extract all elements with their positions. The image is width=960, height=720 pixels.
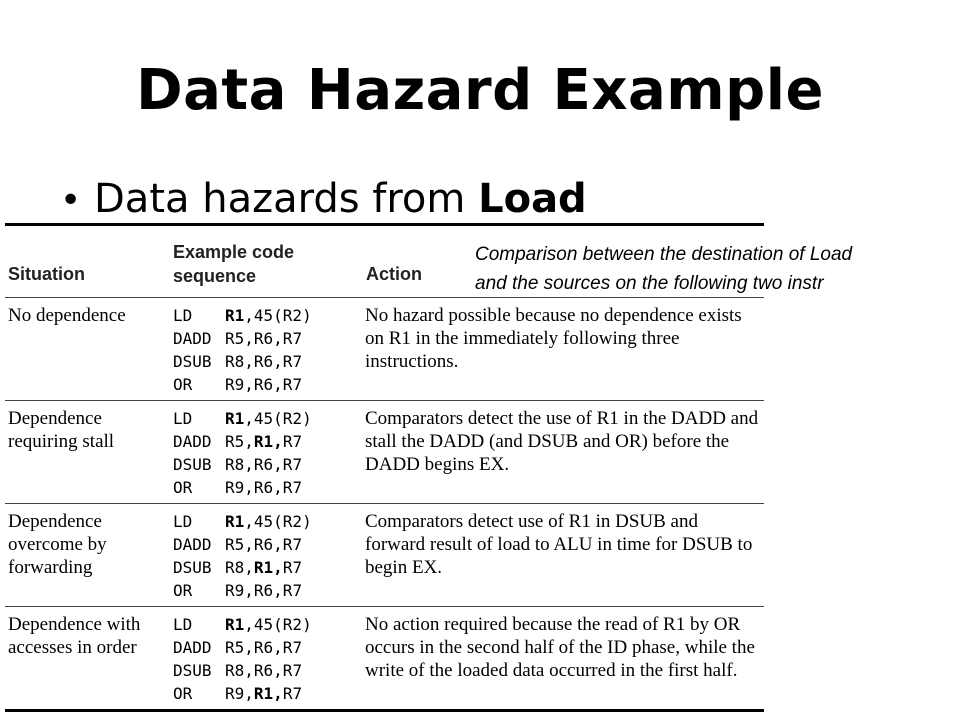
action-cell: Comparators detect use of R1 in DSUB and forward result of load to ALU in time for DSUB to begin EX.	[365, 511, 753, 578]
operand: R6,R7	[253, 581, 303, 600]
code-line	[173, 533, 363, 556]
operand: R6,R7	[253, 478, 303, 497]
code-line	[173, 556, 363, 579]
code-line	[173, 453, 363, 476]
opcode: DSUB	[173, 558, 212, 577]
operand: R1,R7	[253, 432, 303, 451]
opcode: DADD	[173, 638, 212, 657]
operand: R1,R7	[253, 558, 303, 577]
header-code-line: sequence	[173, 266, 257, 286]
header-situation: Situation	[8, 264, 85, 284]
code-cell	[173, 304, 363, 396]
operand: R6,R7	[253, 455, 303, 474]
bullet-item	[60, 176, 587, 222]
operand: R5,	[225, 638, 254, 657]
operand: R6,R7	[253, 375, 303, 394]
code-line	[173, 373, 363, 396]
operand: R9,	[225, 581, 254, 600]
situation-cell: Dependence requiring stall	[8, 408, 115, 452]
opcode: DADD	[173, 329, 212, 348]
operand: R6,R7	[253, 352, 303, 371]
operand: R1,R7	[253, 684, 303, 703]
operand: R6,R7	[253, 329, 303, 348]
operand: R1	[225, 512, 245, 531]
operand: R5,	[225, 329, 254, 348]
hazard-table	[5, 223, 764, 712]
table-row	[5, 504, 764, 607]
action-cell: Comparators detect the use of R1 in the DADD and stall the DADD (and DSUB and OR) before the DADD begins EX.	[365, 408, 759, 475]
note-line: and the sources on the following two instr	[475, 273, 824, 294]
slide-title: Data Hazard Example	[136, 58, 824, 123]
operand: R5,	[225, 432, 254, 451]
code-line	[173, 613, 363, 636]
bullet-text: Data hazards from	[94, 176, 479, 222]
opcode: DADD	[173, 432, 212, 451]
code-line	[173, 430, 363, 453]
code-line	[173, 636, 363, 659]
opcode: DSUB	[173, 661, 212, 680]
action-cell: No hazard possible because no dependence exists on R1 in the immediately following three instructions.	[365, 305, 742, 372]
opcode: OR	[173, 684, 193, 703]
header-code-line: Example code	[173, 242, 295, 262]
code-line	[173, 327, 363, 350]
table-row	[5, 607, 764, 712]
opcode: OR	[173, 375, 193, 394]
operand: R8,	[225, 455, 254, 474]
operand: R6,R7	[253, 638, 303, 657]
code-cell	[173, 613, 363, 705]
bullet-dot-icon: •	[60, 180, 82, 221]
operand: R6,R7	[253, 661, 303, 680]
table-row	[5, 298, 764, 401]
code-line	[173, 350, 363, 373]
bullet-bold-text: Load	[478, 176, 587, 222]
situation-cell: No dependence	[8, 305, 126, 326]
operand: R9,	[225, 478, 254, 497]
operand: R9,	[225, 684, 254, 703]
opcode: DADD	[173, 535, 212, 554]
operand: ,45(R2)	[244, 615, 312, 634]
action-cell: No action required because the read of R1 by OR occurs in the second half of the ID phase, while the write of the loaded data occurred in the first half.	[365, 614, 755, 681]
code-line	[173, 304, 363, 327]
code-line	[173, 659, 363, 682]
operand: R6,R7	[253, 535, 303, 554]
situation-cell: Dependence overcome by forwarding	[8, 511, 107, 578]
operand: R5,	[225, 535, 254, 554]
opcode: LD	[173, 306, 193, 325]
opcode: LD	[173, 512, 193, 531]
table-header	[5, 226, 764, 298]
operand: R9,	[225, 375, 254, 394]
opcode: DSUB	[173, 352, 212, 371]
operand: R1	[225, 409, 245, 428]
header-code	[173, 240, 353, 288]
opcode: DSUB	[173, 455, 212, 474]
code-cell	[173, 407, 363, 499]
opcode: OR	[173, 478, 193, 497]
header-action: Action	[366, 264, 422, 284]
operand: R8,	[225, 558, 254, 577]
opcode: OR	[173, 581, 193, 600]
operand: R1	[225, 615, 245, 634]
table-row	[5, 401, 764, 504]
opcode: LD	[173, 409, 193, 428]
operand: R1	[225, 306, 245, 325]
code-line	[173, 407, 363, 430]
operand: ,45(R2)	[244, 409, 312, 428]
code-line	[173, 476, 363, 499]
code-line	[173, 579, 363, 602]
operand: R8,	[225, 352, 254, 371]
situation-cell: Dependence with accesses in order	[8, 614, 141, 658]
code-cell	[173, 510, 363, 602]
operand: ,45(R2)	[244, 306, 312, 325]
operand: R8,	[225, 661, 254, 680]
opcode: LD	[173, 615, 193, 634]
code-line	[173, 682, 363, 705]
operand: ,45(R2)	[244, 512, 312, 531]
note-line: Comparison between the destination of Load	[475, 244, 853, 265]
code-line	[173, 510, 363, 533]
